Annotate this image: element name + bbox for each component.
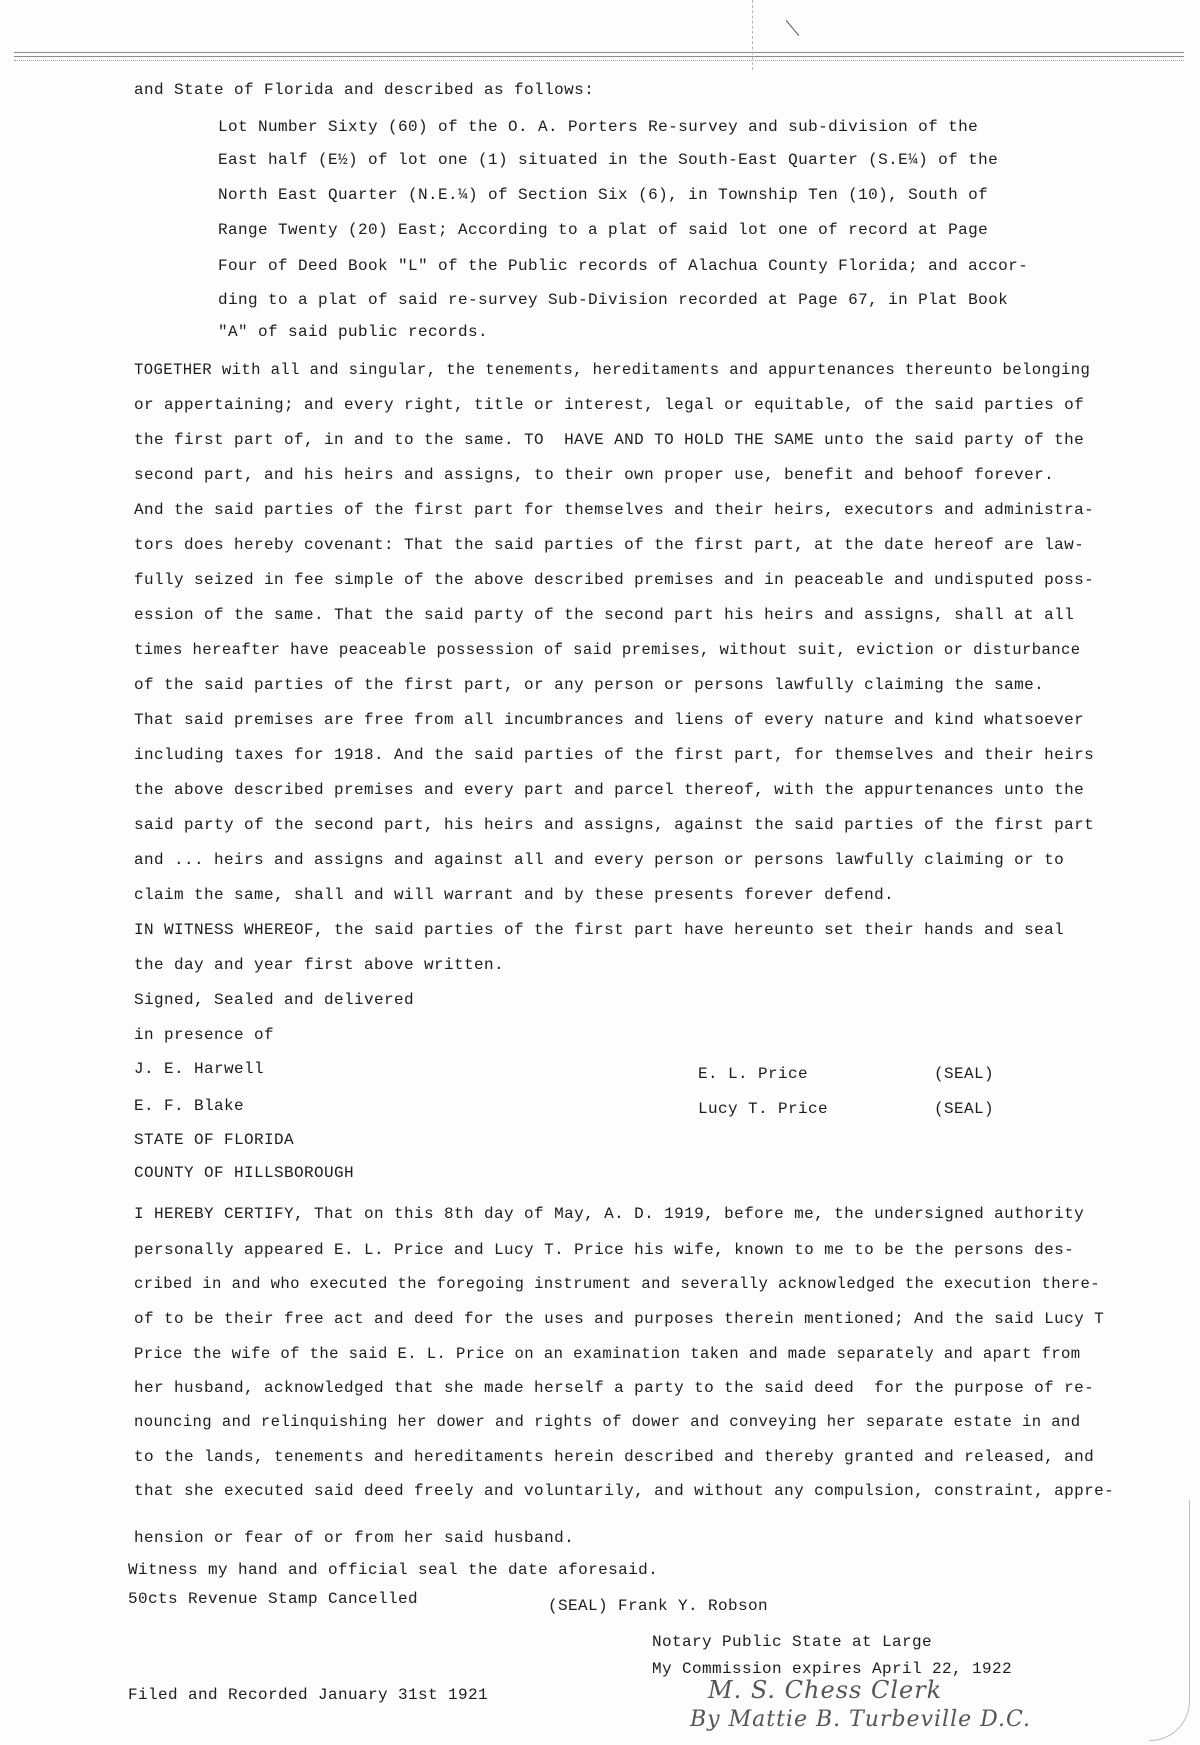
grantor-seal: (SEAL) [934,1065,995,1083]
witness-name: E. F. Blake [134,1097,245,1115]
body-line: Signed, Sealed and delivered [134,991,415,1009]
certificate-line: that she executed said deed freely and voluntarily, and without any compulsion, constraint, appre- [134,1482,1115,1500]
top-rule-dotted [14,60,1184,61]
venue-state: STATE OF FLORIDA [134,1131,295,1149]
certificate-line: Witness my hand and official seal the date aforesaid. [128,1561,659,1579]
body-line: and ... heirs and assigns and against all and every person or persons lawfully claiming or to [134,851,1065,869]
description-line: East half (E½) of lot one (1) situated in the South-East Quarter (S.E¼) of the [218,151,999,169]
top-rule [14,52,1184,57]
grantor-name: Lucy T. Price [698,1100,829,1118]
body-line: IN WITNESS WHEREOF, the said parties of the first part have hereunto set their hands and seal [134,921,1065,939]
body-line: That said premises are free from all incumbrances and liens of every nature and kind whatsoever [134,711,1085,729]
notary-commission: My Commission expires April 22, 1922 [652,1660,1013,1678]
filing-note: Filed and Recorded January 31st 1921 [128,1686,489,1704]
notary-signature: (SEAL) Frank Y. Robson [548,1597,769,1615]
certificate-line: Price the wife of the said E. L. Price on an examination taken and made separately and apart from [134,1345,1081,1363]
body-line: the day and year first above written. [134,956,505,974]
grantor-name: E. L. Price [698,1065,809,1083]
body-line: the first part of, in and to the same. TO HAVE AND TO HOLD THE SAME unto the said party of the [134,431,1085,449]
certificate-line: cribed in and who executed the foregoing instrument and severally acknowledged the execution there- [134,1275,1101,1293]
description-line: ding to a plat of said re-survey Sub-Division recorded at Page 67, in Plat Book [218,291,1009,309]
grantor-seal: (SEAL) [934,1100,995,1118]
witness-name: J. E. Harwell [134,1060,265,1078]
certificate-line: nouncing and relinquishing her dower and rights of dower and conveying her separate estate in and [134,1413,1081,1431]
certificate-line: I HEREBY CERTIFY, That on this 8th day of May, A. D. 1919, before me, the undersigned authority [134,1205,1085,1223]
body-line: ession of the same. That the said party of the second part his heirs and assigns, shall at all [134,606,1075,624]
body-line: times hereafter have peaceable possession of said premises, without suit, eviction or disturbance [134,641,1081,659]
body-line: second part, and his heirs and assigns, to their own proper use, benefit and behoof forever. [134,466,1055,484]
description-line: Four of Deed Book "L" of the Public records of Alachua County Florida; and accor- [218,257,1029,275]
body-line: fully seized in fee simple of the above described premises and in peaceable and undisputed poss- [134,571,1095,589]
body-line: said party of the second part, his heirs and assigns, against the said parties of the first part [134,816,1095,834]
certificate-line: to the lands, tenements and hereditaments herein described and thereby granted and released, and [134,1448,1095,1466]
body-line: TOGETHER with all and singular, the tenements, hereditaments and appurtenances thereunto belonging [134,361,1091,379]
body-line: And the said parties of the first part for themselves and their heirs, executors and administra- [134,501,1095,519]
deputy-clerk-signature: By Mattie B. Turbeville D.C. [690,1707,1032,1732]
body-line: of the said parties of the first part, or any person or persons lawfully claiming the same. [134,676,1045,694]
certificate-line: her husband, acknowledged that she made herself a party to the said deed for the purpose of re- [134,1379,1095,1397]
description-line: Lot Number Sixty (60) of the O. A. Porters Re-survey and sub-division of the [218,118,979,136]
description-line: Range Twenty (20) East; According to a plat of said lot one of record at Page [218,221,989,239]
opening-line: and State of Florida and described as follows: [134,81,595,99]
certificate-line: personally appeared E. L. Price and Lucy T. Price his wife, known to me to be the persons des- [134,1241,1075,1259]
page-edge [1149,1500,1190,1741]
body-line: in presence of [134,1026,275,1044]
description-line: "A" of said public records. [218,323,489,341]
body-line: the above described premises and every part and parcel thereof, with the appurtenances unto the [134,781,1085,799]
notary-title: Notary Public State at Large [652,1633,933,1651]
venue-county: COUNTY OF HILLSBOROUGH [134,1164,355,1182]
body-line: including taxes for 1918. And the said parties of the first part, for themselves and their heirs [134,746,1095,764]
body-line: tors does hereby covenant: That the said parties of the first part, at the date hereof are law- [134,536,1085,554]
certificate-line: of to be their free act and deed for the uses and purposes therein mentioned; And the said Lucy T [134,1310,1105,1328]
certificate-line: hension or fear of or from her said husband. [134,1529,575,1547]
clerk-signature: M. S. Chess Clerk [708,1676,943,1704]
pen-mark [786,20,800,36]
description-line: North East Quarter (N.E.¼) of Section Six (6), in Township Ten (10), South of [218,186,989,204]
revenue-stamp-note: 50cts Revenue Stamp Cancelled [128,1590,419,1608]
fold-mark [752,0,754,70]
body-line: or appertaining; and every right, title or interest, legal or equitable, of the said parties of [134,396,1085,414]
body-line: claim the same, shall and will warrant and by these presents forever defend. [134,886,895,904]
